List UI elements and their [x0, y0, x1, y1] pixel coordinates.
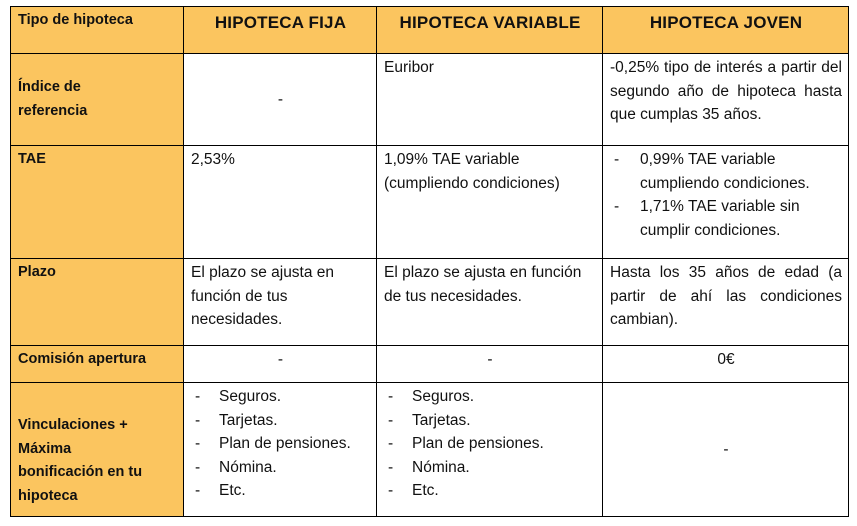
list-item: - Seguros. [191, 385, 370, 409]
row-header-plazo: Plazo [11, 259, 184, 346]
cell-comision-fija: - [184, 346, 377, 383]
row-header-vinculaciones-line2: Máxima [18, 440, 72, 457]
row-indice-referencia [11, 54, 849, 146]
cell-indice-variable: Euribor [377, 54, 603, 146]
row-plazo [11, 259, 849, 346]
cell-tae-fija: 2,53% [184, 146, 377, 259]
list-item: - Plan de pensiones. [384, 432, 596, 456]
column-header-fija: HIPOTECA FIJA [184, 7, 377, 54]
list-item: - Nómina. [191, 456, 370, 480]
cell-plazo-fija: El plazo se ajusta en función de tus necesidades. [184, 259, 377, 346]
cell-vinculaciones-variable [377, 383, 603, 517]
vinculaciones-fija-list [191, 385, 370, 503]
list-item: - Plan de pensiones. [191, 432, 370, 456]
list-item: - Etc. [384, 479, 596, 503]
row-header-vinculaciones-line4: hipoteca [18, 487, 78, 504]
row-header-vinculaciones [11, 383, 184, 517]
cell-comision-joven: 0€ [603, 346, 849, 383]
cell-vinculaciones-joven: - [603, 383, 849, 517]
cell-tae-variable-line2: (cumpliendo condiciones) [384, 174, 560, 192]
list-item: - Nómina. [384, 456, 596, 480]
list-item: - Seguros. [384, 385, 596, 409]
row-header-indice-line2: referencia [18, 102, 88, 119]
cell-vinculaciones-fija [184, 383, 377, 517]
row-header-vinculaciones-line3: bonificación en tu [18, 464, 143, 480]
cell-comision-variable: - [377, 346, 603, 383]
list-item: - Etc. [191, 479, 370, 503]
cell-tae-joven [603, 146, 849, 259]
row-tae [11, 146, 849, 259]
table-header-row [11, 7, 849, 54]
cell-plazo-joven: Hasta los 35 años de edad (a partir de ahí las condiciones cambian). [603, 259, 849, 346]
corner-header: Tipo de hipoteca [11, 7, 184, 54]
mortgage-comparison-table [10, 6, 849, 517]
row-header-tae: TAE [11, 146, 184, 259]
list-item: - 0,99% TAE variable cumpliendo condiciones. [610, 148, 842, 195]
vinculaciones-variable-list [384, 385, 596, 503]
row-vinculaciones [11, 383, 849, 517]
row-header-vinculaciones-line1: Vinculaciones + [18, 417, 128, 433]
row-comision [11, 346, 849, 383]
cell-plazo-variable: El plazo se ajusta en función de tus necesidades. [377, 259, 603, 346]
row-header-indice-line1: Índice de [18, 79, 81, 95]
tae-joven-list [610, 148, 842, 242]
list-item: - Tarjetas. [384, 409, 596, 433]
cell-tae-variable-line1: 1,09% TAE variable [384, 151, 520, 168]
mortgage-comparison-wrapper [10, 6, 849, 517]
list-item: - 1,71% TAE variable sin cumplir condiciones. [610, 195, 842, 242]
column-header-variable: HIPOTECA VARIABLE [377, 7, 603, 54]
cell-tae-variable [377, 146, 603, 259]
row-header-comision: Comisión apertura [11, 346, 184, 383]
list-item: - Tarjetas. [191, 409, 370, 433]
cell-indice-fija: - [184, 54, 377, 146]
column-header-joven: HIPOTECA JOVEN [603, 7, 849, 54]
row-header-indice [11, 54, 184, 146]
cell-indice-joven: -0,25% tipo de interés a partir del segundo año de hipoteca hasta que cumplas 35 años. [603, 54, 849, 146]
